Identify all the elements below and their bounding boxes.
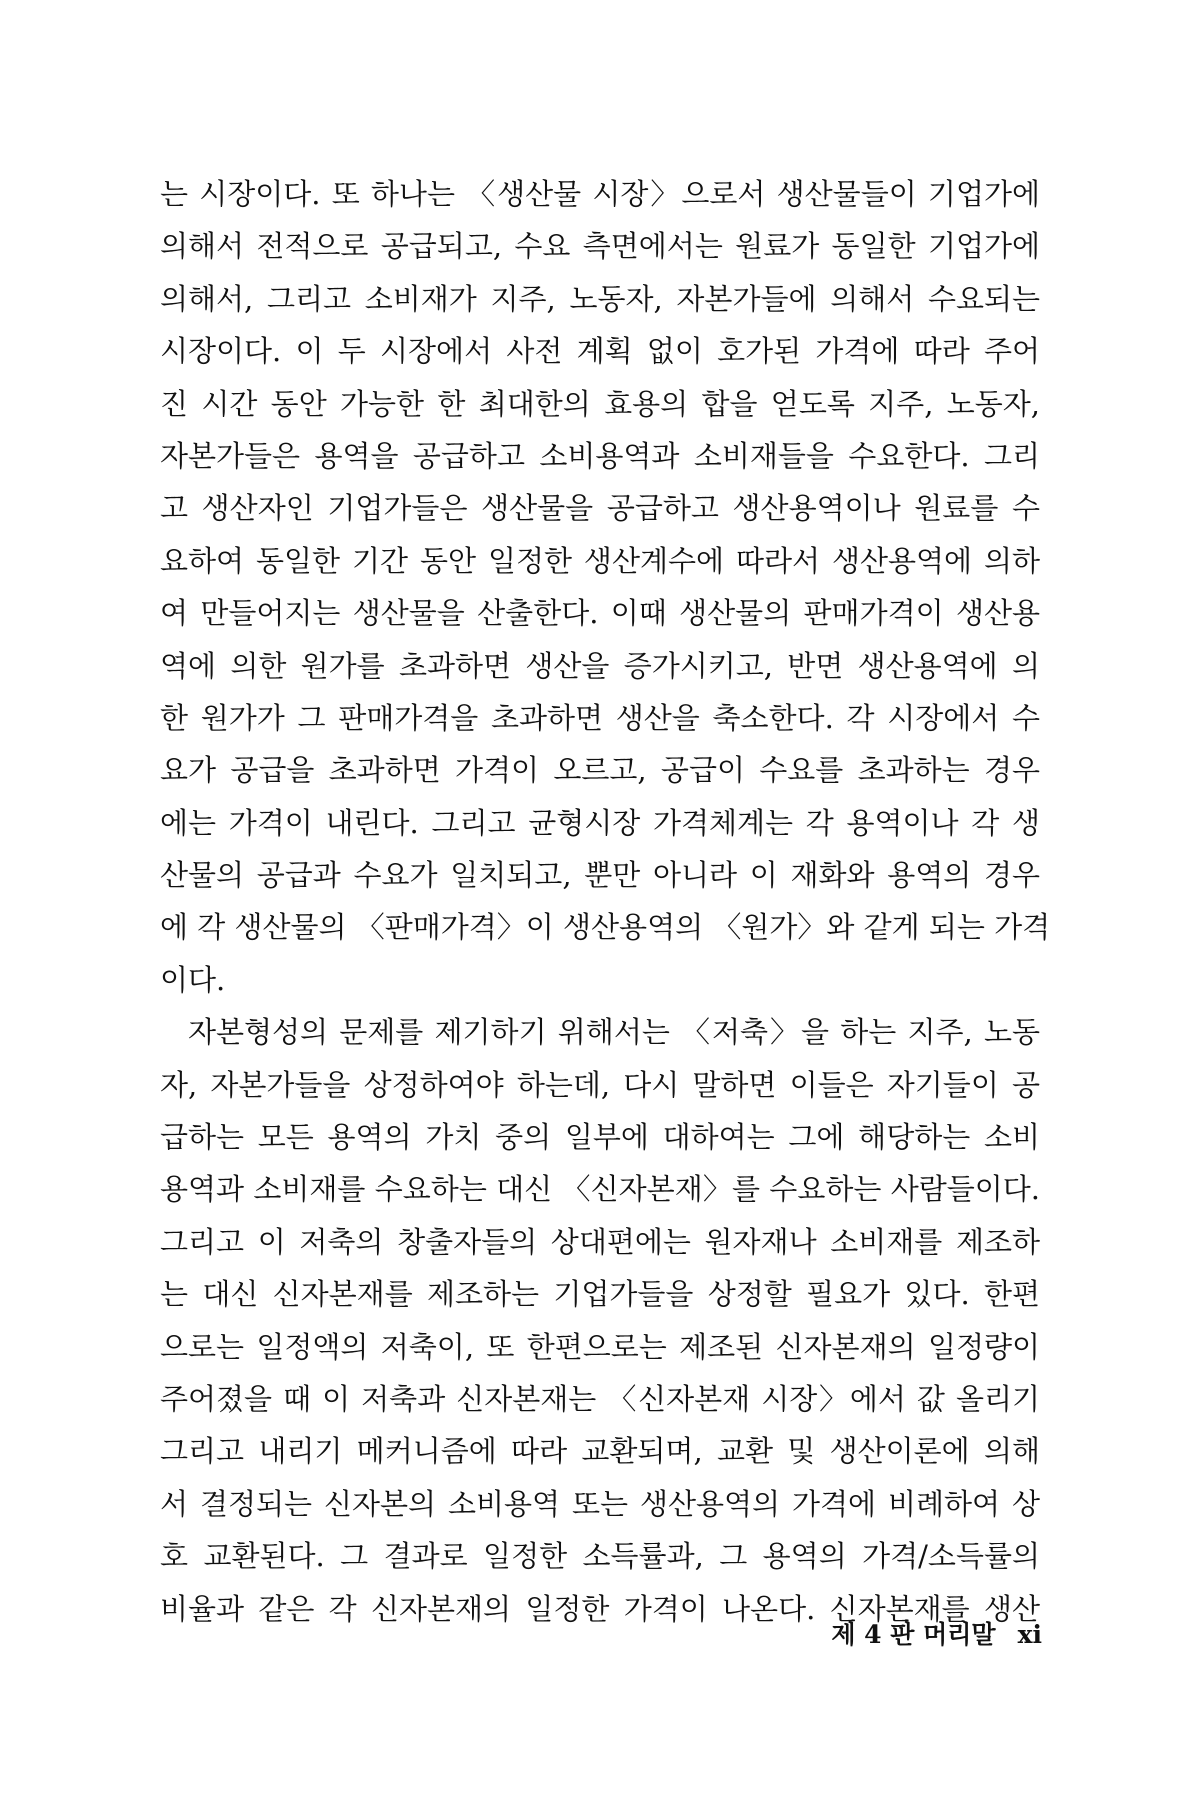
text-line: 산물의 공급과 수요가 일치되고, 뿐만 아니라 이 재화와 용역의 경우 <box>160 858 1040 893</box>
text-line: 자본가들은 용역을 공급하고 소비용역과 소비재들을 수요한다. 그리 <box>160 438 1040 473</box>
text-line: 용역과 소비재를 수요하는 대신 〈신자본재〉를 수요하는 사람들이다. <box>160 1172 1040 1207</box>
text-line: 요하여 동일한 기간 동안 일정한 생산계수에 따라서 생산용역에 의하 <box>160 543 1040 578</box>
page-footer <box>831 1615 1042 1651</box>
text-line: 이다. <box>160 962 226 997</box>
text-line: 의해서 전적으로 공급되고, 수요 측면에서는 원료가 동일한 기업가에 <box>160 229 1040 264</box>
paragraph <box>160 1006 1040 1635</box>
text-line: 는 시장이다. 또 하나는 〈생산물 시장〉으로서 생산물들이 기업가에 <box>160 177 1040 211</box>
text-line: 서 결정되는 신자본의 소비용역 또는 생산용역의 가격에 비례하여 상 <box>160 1486 1040 1521</box>
text-line: 고 생산자인 기업가들은 생산물을 공급하고 생산용역이나 원료를 수 <box>160 491 1040 526</box>
text-line: 으로는 일정액의 저축이, 또 한편으로는 제조된 신자본재의 일정량이 <box>160 1329 1040 1364</box>
text-line: 호 교환된다. 그 결과로 일정한 소득률과, 그 용역의 가격/소득률의 <box>160 1539 1040 1574</box>
text-line: 역에 의한 원가를 초과하면 생산을 증가시키고, 반면 생산용역에 의 <box>160 648 1040 683</box>
paragraph <box>160 168 1051 1006</box>
text-line: 진 시간 동안 가능한 한 최대한의 효용의 합을 얻도록 지주, 노동자, <box>160 386 1040 421</box>
text-line: 비율과 같은 각 신자본재의 일정한 가격이 나온다. 신자본재를 생산 <box>160 1591 1040 1626</box>
text-line: 에는 가격이 내린다. 그리고 균형시장 가격체계는 각 용역이나 각 생 <box>160 805 1040 840</box>
text-line: 급하는 모든 용역의 가치 중의 일부에 대하여는 그에 해당하는 소비 <box>160 1120 1040 1155</box>
text-line: 주어졌을 때 이 저축과 신자본재는 〈신자본재 시장〉에서 값 올리기 <box>160 1381 1040 1416</box>
page-number: xi <box>1017 1620 1042 1649</box>
text-line: 그리고 이 저축의 창출자들의 상대편에는 원자재나 소비재를 제조하 <box>160 1224 1040 1259</box>
text-line: 한 원가가 그 판매가격을 초과하면 생산을 축소한다. 각 시장에서 수 <box>160 700 1040 735</box>
text-line: 여 만들어지는 생산물을 산출한다. 이때 생산물의 판매가격이 생산용 <box>160 596 1040 631</box>
text-line: 의해서, 그리고 소비재가 지주, 노동자, 자본가들에 의해서 수요되는 <box>160 281 1040 316</box>
text-line: 시장이다. 이 두 시장에서 사전 계획 없이 호가된 가격에 따라 주어 <box>160 334 1040 369</box>
text-line: 자, 자본가들을 상정하여야 하는데, 다시 말하면 이들은 자기들이 공 <box>160 1067 1040 1102</box>
text-line: 그리고 내리기 메커니즘에 따라 교환되며, 교환 및 생산이론에 의해 <box>160 1434 1040 1469</box>
text-line: 요가 공급을 초과하면 가격이 오르고, 공급이 수요를 초과하는 경우 <box>160 753 1040 788</box>
running-title: 제 4 판 머리말 <box>831 1620 996 1649</box>
text-line: 에 각 생산물의 〈판매가격〉이 생산용역의 〈원가〉와 같게 되는 가격 <box>160 910 1051 945</box>
text-line: 는 대신 신자본재를 제조하는 기업가들을 상정할 필요가 있다. 한편 <box>160 1277 1040 1312</box>
text-line: 자본형성의 문제를 제기하기 위해서는 〈저축〉을 하는 지주, 노동 <box>188 1015 1040 1050</box>
